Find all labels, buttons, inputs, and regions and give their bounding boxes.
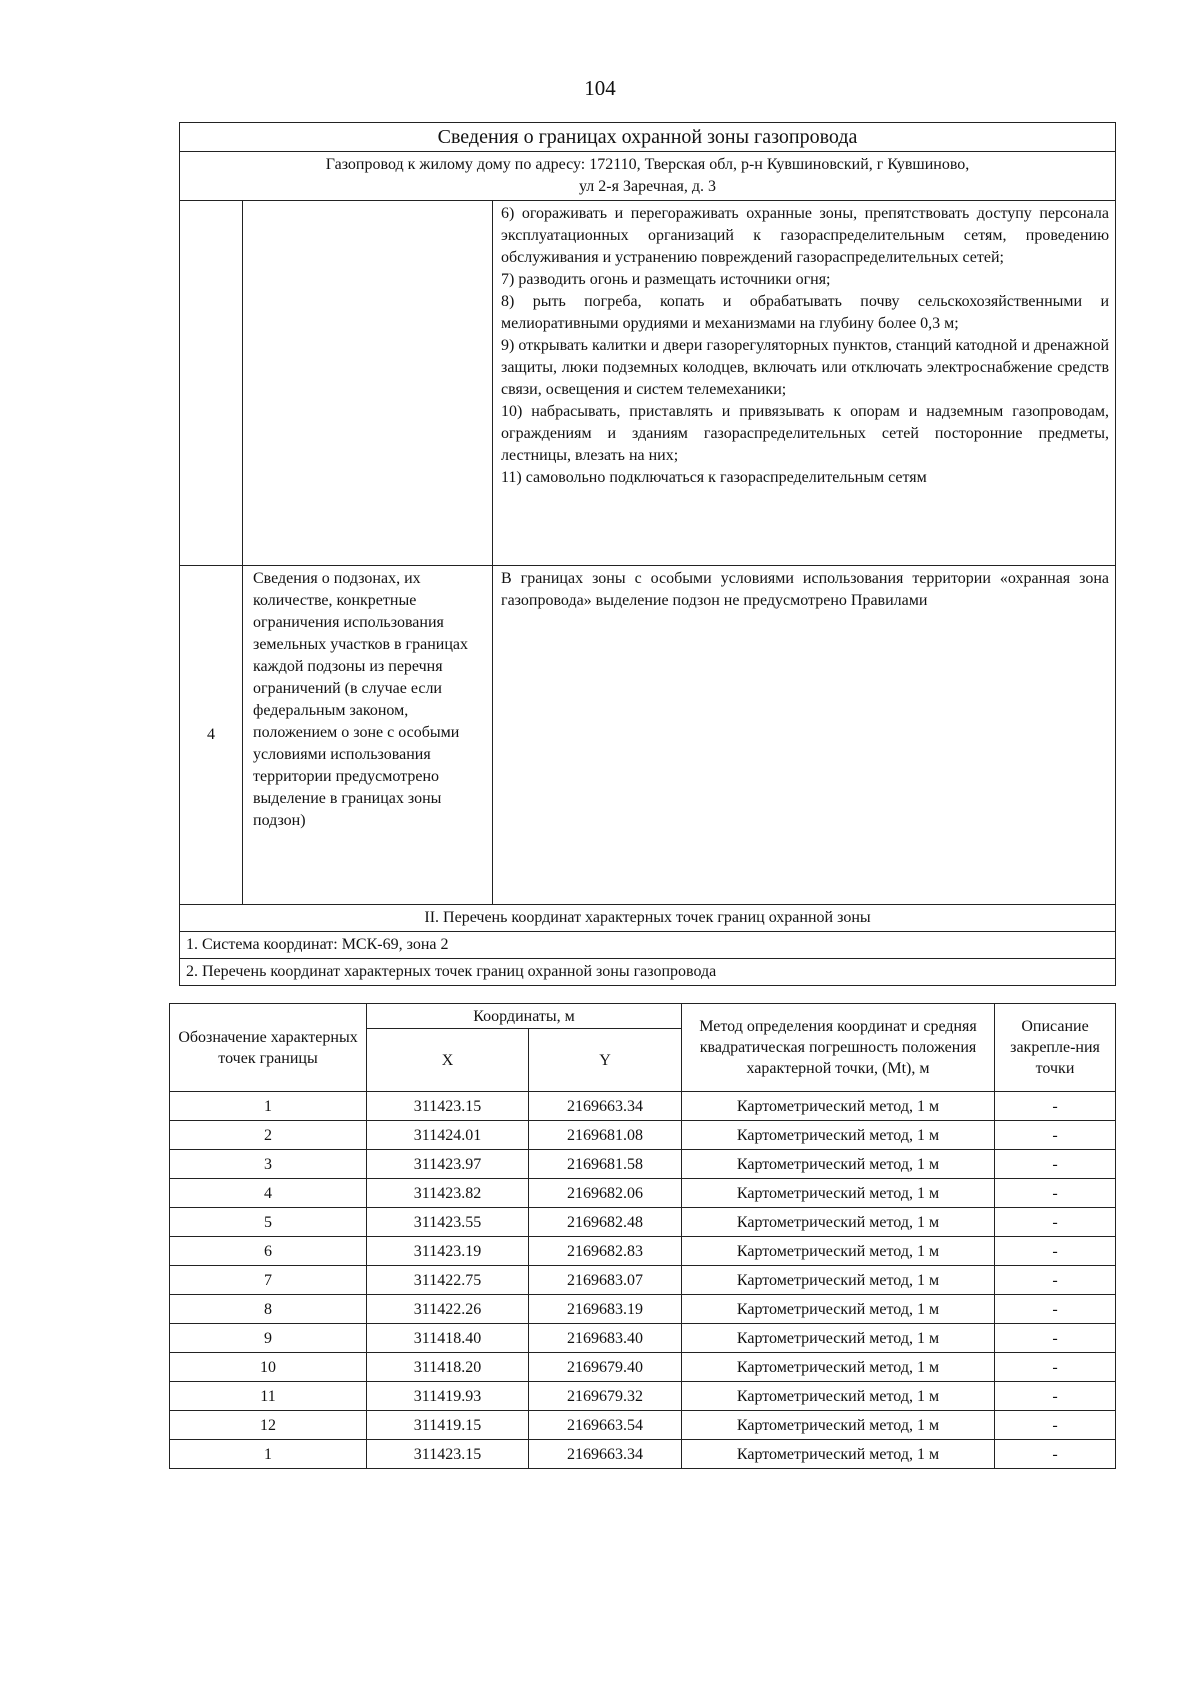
point-desc: - [995, 1150, 1116, 1179]
coord-x: 311423.15 [367, 1440, 529, 1469]
restriction-item: 9) открывать калитки и двери газорегуляторных пунктов, станций катодной и дренажной защиты, люки подземных колодцев, включать или отключать электроснабжение средств связи, освещения и систем телемеханики; [501, 337, 1110, 398]
point-desc: - [995, 1440, 1116, 1469]
table-row [170, 1179, 1116, 1208]
coord-x: 311418.20 [367, 1353, 529, 1382]
coord-x: 311424.01 [367, 1121, 529, 1150]
table-row [170, 1353, 1116, 1382]
list-title: 2. Перечень координат характерных точек границ охранной зоны газопровода [180, 959, 1116, 986]
table-row [170, 1324, 1116, 1353]
coord-y: 2169663.54 [529, 1411, 682, 1440]
method: Картометрический метод, 1 м [682, 1411, 995, 1440]
method: Картометрический метод, 1 м [682, 1440, 995, 1469]
method: Картометрический метод, 1 м [682, 1208, 995, 1237]
coord-y: 2169679.40 [529, 1353, 682, 1382]
point-desc: - [995, 1353, 1116, 1382]
zone-info-table [179, 122, 1116, 986]
coord-y: 2169683.40 [529, 1324, 682, 1353]
col-header-desc: Описание закрепле-ния точки [995, 1004, 1116, 1092]
section-title-row [180, 905, 1116, 932]
table-row [170, 1382, 1116, 1411]
restriction-item: 10) набрасывать, приставлять и привязывать к опорам и надземным газопроводам, ограждениям и зданиям газораспределительных сетей посторонние предметы, лестницы, влезать на них; [501, 403, 1110, 464]
restrictions-row [180, 201, 1116, 566]
point-number: 7 [170, 1266, 367, 1295]
coordinates-body [170, 1092, 1116, 1469]
point-number: 6 [170, 1237, 367, 1266]
method: Картометрический метод, 1 м [682, 1237, 995, 1266]
page-number: 104 [584, 76, 616, 100]
row-number: 4 [180, 566, 243, 905]
list-title-row [180, 959, 1116, 986]
coordinates-table [169, 1003, 1116, 1469]
row-value: В границах зоны с особыми условиями использования территории «охранная зона газопровода» выделение подзон не предусмотрено Правилами [493, 566, 1116, 905]
col-header-point: Обозначение характерных точек границы [170, 1004, 367, 1092]
coord-x: 311422.75 [367, 1266, 529, 1295]
coord-x: 311423.82 [367, 1179, 529, 1208]
coord-y: 2169682.06 [529, 1179, 682, 1208]
method: Картометрический метод, 1 м [682, 1092, 995, 1121]
point-desc: - [995, 1237, 1116, 1266]
empty-num-cell [180, 201, 243, 566]
point-number: 9 [170, 1324, 367, 1353]
restriction-item: 8) рыть погреба, копать и обрабатывать почву сельскохозяйственными и мелиоративными орудиями и механизмами на глубину более 0,3 м; [501, 293, 1110, 332]
coord-x: 311418.40 [367, 1324, 529, 1353]
restrictions-cell [493, 201, 1116, 566]
subzones-row [180, 566, 1116, 905]
point-desc: - [995, 1382, 1116, 1411]
point-number: 1 [170, 1092, 367, 1121]
point-number: 2 [170, 1121, 367, 1150]
point-number: 8 [170, 1295, 367, 1324]
table-row [170, 1440, 1116, 1469]
subtitle-row [180, 152, 1116, 201]
document-subtitle [180, 152, 1116, 201]
point-number: 10 [170, 1353, 367, 1382]
method: Картометрический метод, 1 м [682, 1353, 995, 1382]
table-row [170, 1237, 1116, 1266]
coord-y: 2169682.48 [529, 1208, 682, 1237]
point-desc: - [995, 1121, 1116, 1150]
method: Картометрический метод, 1 м [682, 1266, 995, 1295]
table-row [170, 1208, 1116, 1237]
method: Картометрический метод, 1 м [682, 1324, 995, 1353]
coord-x: 311423.55 [367, 1208, 529, 1237]
point-desc: - [995, 1266, 1116, 1295]
restriction-item: 7) разводить огонь и размещать источники огня; [501, 271, 831, 288]
table-row [170, 1150, 1116, 1179]
subtitle-line-1: Газопровод к жилому дому по адресу: 172110, Тверская обл, р-н Кувшиновский, г Кувшиново, [325, 156, 970, 173]
coord-x: 311419.15 [367, 1411, 529, 1440]
col-header-y: Y [529, 1029, 682, 1092]
coord-x: 311423.15 [367, 1092, 529, 1121]
coord-x: 311423.19 [367, 1237, 529, 1266]
point-number: 4 [170, 1179, 367, 1208]
method: Картометрический метод, 1 м [682, 1179, 995, 1208]
table-row [170, 1092, 1116, 1121]
point-desc: - [995, 1208, 1116, 1237]
col-header-coords: Координаты, м [367, 1004, 682, 1029]
col-header-x: X [367, 1029, 529, 1092]
table-row [170, 1295, 1116, 1324]
table-row [170, 1121, 1116, 1150]
col-header-method: Метод определения координат и средняя квадратическая погрешность положения характерной точки, (Mt), м [682, 1004, 995, 1092]
title-row [180, 123, 1116, 152]
method: Картометрический метод, 1 м [682, 1150, 995, 1179]
coord-y: 2169663.34 [529, 1440, 682, 1469]
point-desc: - [995, 1295, 1116, 1324]
restriction-item: 11) самовольно подключаться к газораспределительным сетям [501, 469, 927, 486]
coord-x: 311423.97 [367, 1150, 529, 1179]
point-desc: - [995, 1411, 1116, 1440]
table-row [170, 1411, 1116, 1440]
coord-y: 2169679.32 [529, 1382, 682, 1411]
method: Картометрический метод, 1 м [682, 1121, 995, 1150]
empty-name-cell [243, 201, 493, 566]
point-desc: - [995, 1179, 1116, 1208]
point-number: 11 [170, 1382, 367, 1411]
document-title: Сведения о границах охранной зоны газопровода [180, 123, 1116, 152]
coord-system-row [180, 932, 1116, 959]
coord-y: 2169683.19 [529, 1295, 682, 1324]
point-number: 1 [170, 1440, 367, 1469]
coord-x: 311419.93 [367, 1382, 529, 1411]
point-desc: - [995, 1092, 1116, 1121]
coord-y: 2169681.08 [529, 1121, 682, 1150]
coord-x: 311422.26 [367, 1295, 529, 1324]
subtitle-line-2: ул 2-я Заречная, д. 3 [579, 178, 716, 195]
coord-y: 2169683.07 [529, 1266, 682, 1295]
point-number: 12 [170, 1411, 367, 1440]
coord-y: 2169682.83 [529, 1237, 682, 1266]
section-title: II. Перечень координат характерных точек границ охранной зоны [180, 905, 1116, 932]
restriction-item: 6) огораживать и перегораживать охранные зоны, препятствовать доступу персонала эксплуатационных организаций к газораспределительным сетям, проведению обслуживания и устранению повреждений газораспределительных сетей; [501, 205, 1110, 266]
point-number: 3 [170, 1150, 367, 1179]
coord-y: 2169663.34 [529, 1092, 682, 1121]
coord-y: 2169681.58 [529, 1150, 682, 1179]
table-row [170, 1266, 1116, 1295]
method: Картометрический метод, 1 м [682, 1295, 995, 1324]
row-name: Сведения о подзонах, их количестве, конкретные ограничения использования земельных участков в границах каждой подзоны из перечня ограничений (в случае если федеральным законом, положением о зоне с особыми условиями использования территории предусмотрено выделение в границах зоны подзон) [243, 566, 493, 905]
point-desc: - [995, 1324, 1116, 1353]
point-number: 5 [170, 1208, 367, 1237]
coord-system: 1. Система координат: МСК-69, зона 2 [180, 932, 1116, 959]
method: Картометрический метод, 1 м [682, 1382, 995, 1411]
